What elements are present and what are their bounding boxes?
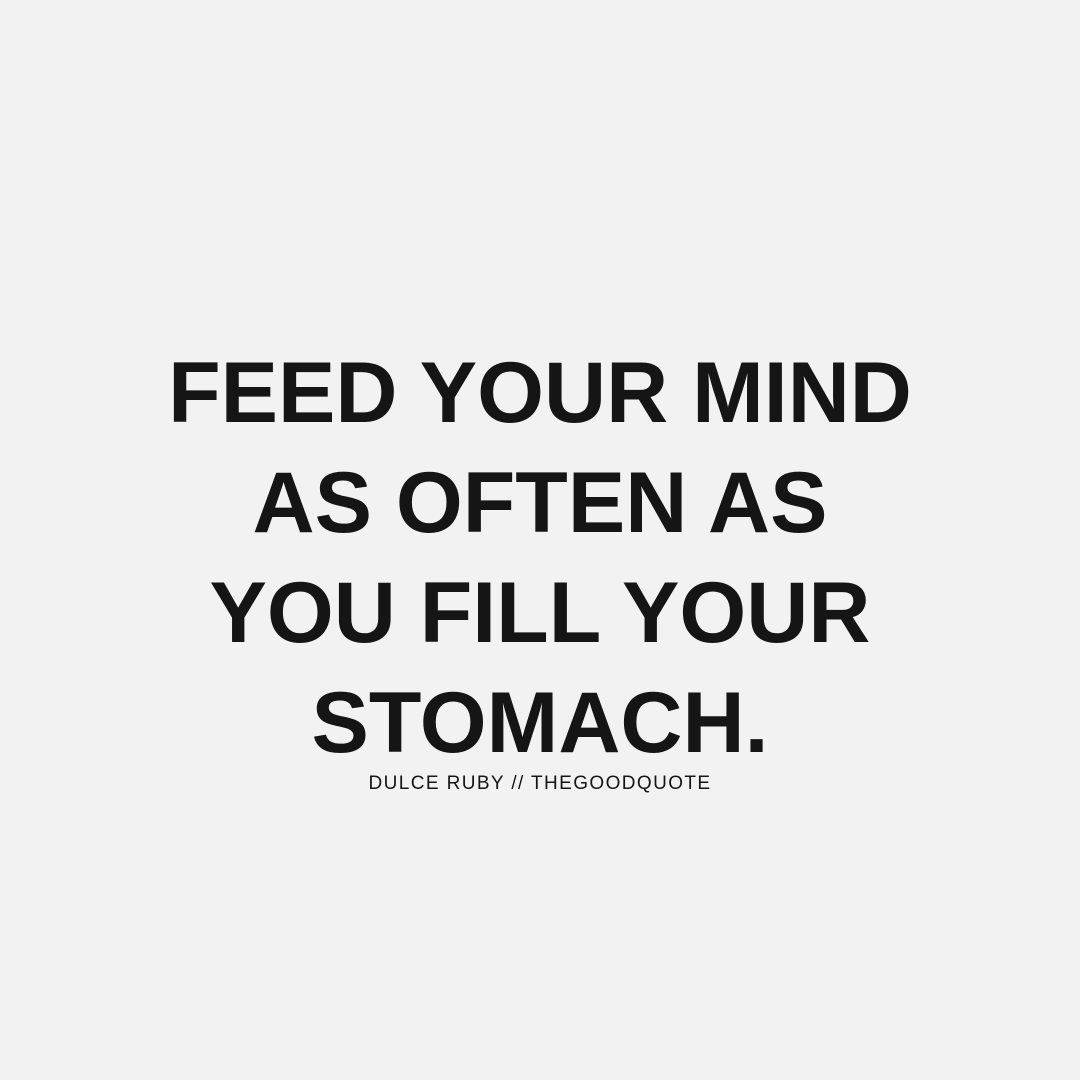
quote-text (0, 338, 1080, 778)
attribution: DULCE RUBY // THEGOODQUOTE (368, 773, 712, 794)
quote-line-1: FEED YOUR MIND (168, 345, 912, 441)
quote-line-4: STOMACH. (311, 675, 769, 771)
quote-line-2: AS OFTEN AS (252, 455, 828, 551)
quote-line-3: YOU FILL YOUR (209, 565, 871, 661)
